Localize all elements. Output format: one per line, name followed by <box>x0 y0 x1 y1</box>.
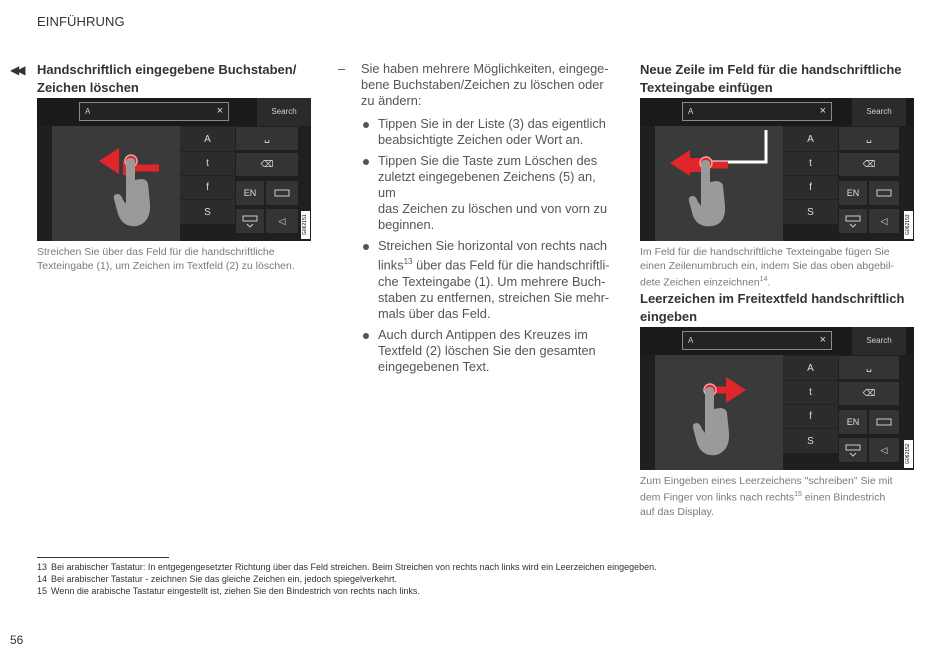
caption-line: Zum Eingeben eines Leerzeichens "schreiben" Sie mit <box>640 475 893 487</box>
double-left-arrow-icon[interactable]: ◀◀ <box>10 63 23 77</box>
search-button[interactable]: Search <box>852 327 906 355</box>
text-span: . <box>767 276 771 289</box>
heading-line: Handschriftlich eingegebene Buchstaben/ <box>37 62 297 77</box>
screen-space <box>640 327 914 470</box>
footnote-ref[interactable]: 13 <box>403 257 413 267</box>
backspace-key[interactable]: ⌫ <box>839 153 899 176</box>
footnote <box>37 573 397 585</box>
list-dash: – <box>338 61 346 76</box>
backspace-key[interactable]: ⌫ <box>839 382 899 405</box>
screen-new-line <box>640 98 914 241</box>
footnote-ref[interactable]: 14 <box>759 276 768 283</box>
footnote-number: 13 <box>37 562 48 572</box>
backspace-key[interactable]: ⌫ <box>236 153 298 176</box>
caption-line <box>640 273 930 290</box>
text-line: staben zu entfernen, streichen Sie mehr- <box>378 289 610 305</box>
candidate-item[interactable]: t <box>783 380 838 404</box>
list-item <box>361 153 613 234</box>
text-field[interactable] <box>682 331 832 350</box>
candidate-item[interactable]: S <box>783 428 838 453</box>
text-field-value: A <box>688 336 694 345</box>
footnote <box>37 561 657 573</box>
language-key[interactable]: EN <box>839 181 867 205</box>
space-key[interactable]: ␣ <box>236 127 298 150</box>
candidate-item[interactable]: t <box>783 151 838 175</box>
keyboard-hide-icon[interactable] <box>839 209 867 233</box>
swipe-left-gesture-icon <box>97 144 169 228</box>
candidate-item[interactable]: S <box>180 199 235 224</box>
candidate-item[interactable]: t <box>180 151 235 175</box>
space-key[interactable]: ␣ <box>839 127 899 150</box>
keyboard-icon[interactable] <box>869 410 899 434</box>
text-line: Sie haben mehrere Möglichkeiten, eingege- <box>361 61 609 76</box>
text-line: Tippen Sie die Taste zum Löschen des <box>378 152 598 168</box>
space-key[interactable]: ␣ <box>839 356 899 379</box>
options-text <box>361 61 613 380</box>
footnote-ref[interactable]: 15 <box>794 491 802 498</box>
heading-line: Texteingabe einfügen <box>640 80 773 95</box>
intro-paragraph <box>361 61 613 110</box>
text-line: zu ändern: <box>361 93 422 109</box>
text-line: bene Buchstaben/Zeichen zu löschen oder <box>361 77 604 93</box>
sound-icon[interactable]: ◁ <box>869 438 899 462</box>
caption-delete <box>37 245 337 273</box>
list-item <box>361 238 613 322</box>
candidate-item[interactable]: f <box>783 175 838 199</box>
keyboard-hide-icon[interactable] <box>236 209 264 233</box>
text-line: che Texteingabe (1). Um mehrere Buch- <box>378 273 606 289</box>
text-line: beginnen. <box>378 217 435 233</box>
candidate-item[interactable]: A <box>783 355 838 380</box>
keyboard-icon[interactable] <box>266 181 298 205</box>
footnote-text: Wenn die arabische Tastatur eingestellt ist, ziehen Sie den Bindestrich von rechts nach links. <box>51 586 420 596</box>
language-key[interactable]: EN <box>236 181 264 205</box>
text-field[interactable] <box>682 102 832 121</box>
caption-line: Streichen Sie über das Feld für die handschriftliche <box>37 246 275 258</box>
footnote-number: 14 <box>37 574 48 584</box>
heading-new-line <box>640 61 930 97</box>
clear-icon[interactable]: × <box>216 105 223 117</box>
clear-icon[interactable]: × <box>819 105 826 117</box>
text-span: dete Zeichen einzeichnen <box>640 276 760 289</box>
candidate-item[interactable]: f <box>180 175 235 199</box>
caption-line: Texteingabe (1), um Zeichen im Textfeld (2) zu löschen. <box>37 260 295 272</box>
image-code: G062153 <box>904 211 913 239</box>
search-button[interactable]: Search <box>852 98 906 126</box>
clear-icon[interactable]: × <box>819 334 826 346</box>
text-field[interactable] <box>79 102 229 121</box>
heading-delete-chars <box>37 61 327 97</box>
text-line: Tippen Sie in der Liste (3) das eigentlich <box>378 115 606 131</box>
heading-line: eingeben <box>640 309 698 324</box>
footnote-divider <box>37 557 169 558</box>
heading-line: Neue Zeile im Feld für die handschriftliche <box>640 62 902 77</box>
text-span: links <box>378 257 404 273</box>
text-span: einen Bindestrich <box>801 491 886 504</box>
text-line: zuletzt eingegebenen Zeichens (5) an, um <box>378 168 596 200</box>
text-field-value: A <box>85 107 91 116</box>
footnote-text: Bei arabischer Tastatur - zeichnen Sie das gleiche Zeichen ein, jedoch spiegelverkehrt. <box>51 574 398 584</box>
sound-icon[interactable]: ◁ <box>869 209 899 233</box>
text-line: Auch durch Antippen des Kreuzes im <box>378 326 588 342</box>
caption-new-line <box>640 245 930 290</box>
heading-space <box>640 290 930 326</box>
keyboard-icon[interactable] <box>869 181 899 205</box>
caption-space <box>640 474 930 519</box>
sound-icon[interactable]: ◁ <box>266 209 298 233</box>
candidate-item[interactable]: f <box>783 404 838 428</box>
text-line <box>378 254 613 273</box>
section-title: EINFÜHRUNG <box>37 14 125 29</box>
swipe-right-gesture-icon <box>688 373 758 457</box>
image-code: G062152 <box>904 440 913 468</box>
search-button[interactable]: Search <box>257 98 311 126</box>
image-code: G062151 <box>301 211 310 239</box>
text-line: mals über das Feld. <box>378 306 491 322</box>
list-item <box>361 327 613 376</box>
footnote-text: Bei arabischer Tastatur: In entgegengesetzter Richtung über das Feld streichen. Beim Streichen von rechts nach links wird ein Leerzeichen eingegeben. <box>51 562 657 572</box>
language-key[interactable]: EN <box>839 410 867 434</box>
caption-line: einen Zeilenumbruch ein, indem Sie das oben abgebil- <box>640 260 894 272</box>
footnote <box>37 585 420 597</box>
text-line: Streichen Sie horizontal von rechts nach <box>378 238 608 254</box>
list-item <box>361 116 613 148</box>
caption-line: auf das Display. <box>640 505 714 518</box>
options-list <box>361 116 613 376</box>
keyboard-hide-icon[interactable] <box>839 438 867 462</box>
candidate-item[interactable]: A <box>783 126 838 151</box>
footnote-number: 15 <box>37 586 48 596</box>
text-field-value: A <box>688 107 694 116</box>
candidate-item[interactable]: A <box>180 126 235 151</box>
page-number: 56 <box>10 633 24 647</box>
text-line: beabsichtigte Zeichen oder Wort an. <box>378 131 584 147</box>
candidate-item[interactable]: S <box>783 199 838 224</box>
text-line: eingegebenen Text. <box>378 359 490 375</box>
caption-line: Im Feld für die handschriftliche Texteingabe fügen Sie <box>640 246 890 258</box>
text-line: das Zeichen zu löschen und von vorn zu <box>378 201 608 217</box>
text-span: über das Feld für die handschriftli- <box>412 257 610 273</box>
caption-line <box>640 488 930 505</box>
return-line-gesture-icon <box>668 128 780 228</box>
heading-line: Leerzeichen im Freitextfeld handschriftlich <box>640 291 905 306</box>
text-span: dem Finger von links nach rechts <box>640 491 795 504</box>
screen-delete <box>37 98 311 241</box>
text-line: Textfeld (2) löschen Sie den gesamten <box>378 343 596 359</box>
heading-line: Zeichen löschen <box>37 80 139 95</box>
